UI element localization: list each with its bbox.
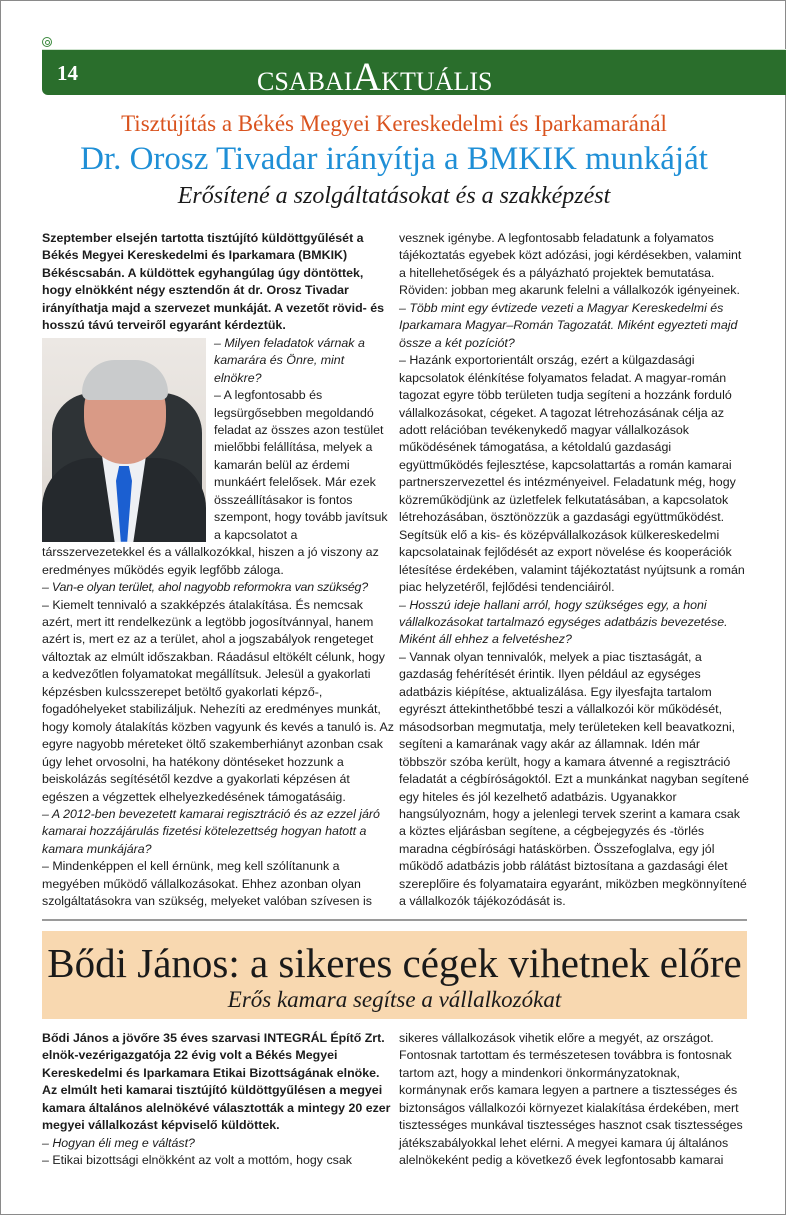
question-1: – Milyen feladatok várnak a kamarára és Önre, mint elnökre?	[214, 335, 365, 385]
masthead-prefix: CSABAI	[257, 67, 353, 96]
article2-lead: Bődi János a jövőre 35 éves szarvasi INTEGRÁL Építő Zrt. elnök-vezérigazgatója 22 évig volt a Békés Megyei Kereskedelmi és Iparkamara Etikai Bizottságának elnöke. Az elmúlt heti kamarai tisztújító küldöttgyűlésen a megyei kamara általános alelnökévé választották a mintegy 20 ezer megyei vállalkozást képviselő küldöttek.	[42, 1031, 391, 1133]
article2-headline: Bődi János: a sikeres cégek vihetnek előre	[47, 940, 742, 986]
portrait-photo	[42, 338, 206, 542]
page-number: 14	[57, 61, 78, 85]
article1-headline: Dr. Orosz Tivadar irányítja a BMKIK munkáját	[80, 141, 708, 177]
question-2: – Van-e olyan terület, ahol nagyobb reformokra van szükség?	[42, 580, 368, 595]
article2-question-1: – Hogyan éli meg e váltást?	[42, 1135, 195, 1150]
article2-subhead: Erős kamara segítse a vállalkozókat	[227, 987, 562, 1012]
swirl-ornament-icon	[42, 37, 52, 47]
article2-answer-1-part-1: – Etikai bizottsági elnökként az volt a mottóm, hogy csak	[42, 1153, 352, 1168]
article2-answer-1-part-2: sikeres vállalkozások vihetik előre a megyét, az országot. Fontosnak tartottam és természetesen továbbra is fontosnak tartom azt, hogy a mindenkori önkormányzatoknak, kormánynak erős kamara legyen a partnere a tisztességes és biztonságos vállalkozói környezet kialakítása érdekében, mert tisztességes munkával tisztességes hasznot csak tisztességes játékszabályokkal lehet elérni. A megyei kamara új általános alelnökeként pedig a következő évek legfontosabb kamarai	[399, 1031, 743, 1168]
answer-1: – A legfontosabb és legsürgősebben megoldandó feladat az összes azon testület mielőbbi felállítása, melyek a kamarán belül az érdemi munkáért felelősek. Már ezek összeállításakor is fontos szempont, hogy tovább javítsuk a kapcsolatot a társszervezetekkel és a vállalkozókkal, hiszen a jó viszony az eredményes működés egyik legfőbb záloga.	[42, 388, 388, 577]
answer-3-part-2: vesznek igénybe. A legfontosabb feladatunk a folyamatos tájékoztatás egyebek közt adózási, jogi kérdésekben, valamint a hitellehetőségek és a pályázható projektek bemutatása. Röviden: jobban meg akarunk felelni a vállalkozók igényeinek.	[399, 231, 742, 298]
answer-2: – Kiemelt tennivaló a szakképzés átalakítása. És nemcsak azért, mert itt rendelkezünk a legtöbb jogosítvánnyal, hanem azért is, mert ez az a terület, ahol a jogszabályok rengeteget változtak az elmúlt időszakban. Ráadásul eltökélt célunk, hogy a kedvezőtlen folyamatokat megállítsuk. Jelesül a gyakorlati képzésben kulcsszerepet betöltő gyakorlati képző-, fogadóhelyeket stabilizáljuk. Nehezíti az eredményes munkát, hogy komoly átalakítás közben vagyunk és kevés a tanuló is. Az egyre nagyobb méreteket öltő szakemberhiányt azonban csak úgy lehet orvosolni, ha hatékony döntéseket hozzunk a beiskolázás segítésétől kezdve a gyakorlati képzésen át egészen a végzettek elhelyezkedésének támogatásáig.	[42, 597, 394, 804]
article2-title-box	[42, 931, 747, 1019]
article2-column-1	[42, 1030, 394, 1170]
answer-4: – Hazánk exportorientált ország, ezért a külgazdasági kapcsolatok élénkítése folyamatos feladat. A magyar-román tagozat egyre több területen tudja segíteni a hozzánk forduló vállalkozásokat, cégeket. A tagozat létrehozásának célja az adott relációban tevékenykedő magyar vállalkozások működésének támogatása, a kétoldalú gazdasági együttműködés fejlesztése, kapcsolattartás a román kamarai partnerszervezettel és intézményeivel. Feladatunk még, hogy közreműködjünk az üzletfelek felkutatásában, a kapcsolatok létrehozásában, ösztönözzük a gazdasági együttműködést. Segítsük elő a kis- és középvállalkozások külkereskedelmi kapcsolatainak fejlődését az export növelése és kooperációk létesítése érdekében, valamint tájékoztatást nyújtsunk a román piac helyzetéről, fejlődési tendenciáiról.	[399, 353, 745, 595]
article1-column-1	[42, 230, 394, 911]
answer-3-part-1: – Mindenképpen el kell érnünk, meg kell szólítanunk a megyében működő vállalkozásokat. Ehhez azonban olyan szolgáltatásokra van szükség, melyeket valóban szívesen is	[42, 859, 372, 909]
masthead-rest: KTUÁLIS	[381, 67, 493, 96]
question-3: – A 2012-ben bevezetett kamarai regisztráció és az ezzel járó kamarai hozzájárulás fizetési kötelezettség hogyan hatott a kamara munkájára?	[42, 806, 380, 856]
question-5: – Hosszú ideje hallani arról, hogy szükséges egy, a honi vállalkozásokat tartalmazó egységes adatbázis bevezetése. Miként áll ehhez a felvetéshez?	[399, 597, 728, 647]
article1-subhead: Erősítené a szolgáltatásokat és a szakképzést	[177, 183, 611, 209]
article2-column-2	[399, 1030, 749, 1170]
article1-lead: Szeptember elsején tartotta tisztújító küldöttgyűlését a Békés Megyei Kereskedelmi és Iparkamara (BMKIK) Békéscsabán. A küldöttek egyhangúlag úgy döntöttek, hogy elnökként négy esztendőn át dr. Orosz Tivadar irányíthatja majd a szervezet munkáját. A vezetőt rövid- és hosszú távú terveiről egyaránt kérdeztük.	[42, 231, 385, 333]
article-divider	[42, 919, 747, 921]
article1-kicker: Tisztújítás a Békés Megyei Kereskedelmi és Iparkamaránál	[121, 111, 667, 136]
publication-title	[257, 53, 537, 100]
question-4: – Több mint egy évtizede vezeti a Magyar Kereskedelmi és Iparkamara Magyar–Román Tagozatát. Miként egyezteti majd össze a két pozíciót?	[399, 300, 738, 350]
article1-column-2	[399, 230, 749, 911]
masthead-initial: A	[352, 54, 382, 99]
answer-5: – Vannak olyan tennivalók, melyek a piac tisztaságát, a gazdaság fehérítését érintik. Ilyen például az egységes adatbázis kiépítése, aktualizálása. Egy ilyesfajta tartalom egyrészt áttekinthetőbbé teszi a vállalkozói kör működését, másodsorban megmutatja, mely területeken kell beavatkozni, segíteni a kamarának vagy akár az államnak. Idén már többször szóba került, hogy a kamara átvenné a regisztráció feladatát a cégbíróságoktól. Ezt a munkánkat nagyban segítené egy hiteles és jól kezelhető adatbázis. Ugyanakkor hangsúlyoznám, hogy a jelenlegi tervek szerint a kamara csak a köztes eljárásban segítene, a cégbejegyzés és -törlés maradna cégbírósági hatáskörben. Összefoglalva, egy jól működő adatbázis jobb rálátást biztosítana a gazdasági élet szereplőire és folyamataira egyaránt, miközben megkönnyítené a vállalkozók tájékozódását is.	[399, 649, 749, 909]
